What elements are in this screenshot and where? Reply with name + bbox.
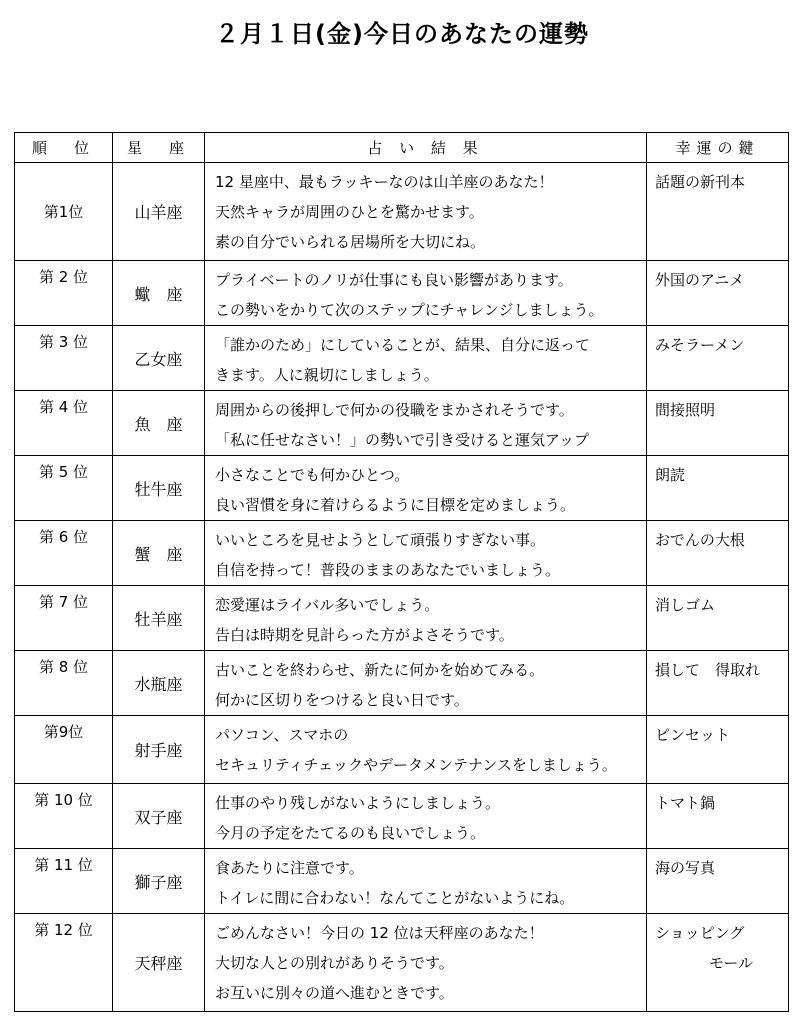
lucky-key-text: 海の写真 bbox=[655, 859, 716, 877]
fortune-line: 今月の予定をたてるのも良いでしょう。 bbox=[215, 824, 486, 842]
horoscope-table bbox=[14, 132, 789, 1012]
fortune-line: この勢いをかりて次のステップにチャレンジしましょう。 bbox=[215, 301, 604, 319]
zodiac-sign-cell: 双子座 bbox=[113, 784, 205, 849]
fortune-result-cell bbox=[205, 163, 647, 261]
fortune-line: 恋愛運はライバル多いでしょう。 bbox=[215, 596, 440, 614]
table-row bbox=[15, 456, 789, 521]
lucky-key-text: トマト鍋 bbox=[655, 794, 716, 812]
lucky-key-cell bbox=[647, 914, 789, 1012]
rank-cell: 第 8 位 bbox=[15, 651, 113, 716]
rank-cell: 第 12 位 bbox=[15, 914, 113, 1012]
fortune-line: 小さなことでも何かひとつ。 bbox=[215, 466, 410, 484]
zodiac-sign-cell: 天秤座 bbox=[113, 914, 205, 1012]
fortune-line: 「私に任せなさい！」の勢いで引き受けると運気アップ bbox=[215, 431, 589, 449]
header-result: 占 い 結 果 bbox=[205, 133, 647, 163]
fortune-result-cell bbox=[205, 651, 647, 716]
lucky-key-text: ピンセット bbox=[655, 726, 731, 744]
lucky-key-cell bbox=[647, 716, 789, 784]
fortune-line: 良い習慣を身に着けらるように目標を定めましょう。 bbox=[215, 496, 576, 514]
fortune-result-cell bbox=[205, 914, 647, 1012]
lucky-key-text: みそラーメン bbox=[655, 336, 745, 354]
zodiac-sign-cell: 山羊座 bbox=[113, 163, 205, 261]
fortune-line: セキュリティチェックやデータメンテナンスをしましょう。 bbox=[215, 756, 617, 774]
fortune-line: 自信を持って！普段のままのあなたでいましょう。 bbox=[215, 561, 561, 579]
table-row bbox=[15, 391, 789, 456]
rank-cell: 第 11 位 bbox=[15, 849, 113, 914]
lucky-key-text: おでんの大根 bbox=[655, 531, 745, 549]
table-row bbox=[15, 784, 789, 849]
fortune-line: 何かに区切りをつけると良い日です。 bbox=[215, 691, 469, 709]
fortune-line: 周囲からの後押しで何かの役職をまかされそうです。 bbox=[215, 401, 574, 419]
fortune-line: トイレに間に合わない！なんてことがないようにね。 bbox=[215, 889, 575, 907]
rank-cell: 第 7 位 bbox=[15, 586, 113, 651]
lucky-key-cell bbox=[647, 521, 789, 586]
lucky-key-text: 朗読 bbox=[655, 466, 686, 484]
fortune-line: きます。人に親切にしましょう。 bbox=[215, 366, 439, 384]
lucky-key-text: 間接照明 bbox=[655, 401, 716, 419]
header-sign: 星 座 bbox=[113, 133, 205, 163]
fortune-result-cell bbox=[205, 326, 647, 391]
rank-cell: 第 4 位 bbox=[15, 391, 113, 456]
zodiac-sign-cell: 蠍 座 bbox=[113, 261, 205, 326]
table-row bbox=[15, 521, 789, 586]
rank-cell: 第 3 位 bbox=[15, 326, 113, 391]
table-row bbox=[15, 914, 789, 1012]
zodiac-sign-cell: 乙女座 bbox=[113, 326, 205, 391]
fortune-line: 「誰かのため」にしていることが、結果、自分に返って bbox=[215, 336, 591, 354]
fortune-result-cell bbox=[205, 261, 647, 326]
lucky-key-text: 話題の新刊本 bbox=[655, 173, 746, 191]
lucky-key-cell bbox=[647, 651, 789, 716]
fortune-result-cell bbox=[205, 391, 647, 456]
fortune-line: お互いに別々の道へ進むときです。 bbox=[215, 984, 454, 1002]
fortune-line: 素の自分でいられる居場所を大切にね。 bbox=[215, 233, 486, 251]
rank-cell: 第 2 位 bbox=[15, 261, 113, 326]
fortune-result-cell bbox=[205, 784, 647, 849]
lucky-key-text: 外国のアニメ bbox=[655, 271, 745, 289]
table-row bbox=[15, 586, 789, 651]
fortune-line: 告白は時期を見計らった方がよさそうです。 bbox=[215, 626, 514, 644]
lucky-key-cell bbox=[647, 456, 789, 521]
lucky-key-cell bbox=[647, 391, 789, 456]
table-row bbox=[15, 163, 789, 261]
lucky-key-text: モール bbox=[709, 954, 754, 972]
lucky-key-cell bbox=[647, 784, 789, 849]
zodiac-sign-cell: 蟹 座 bbox=[113, 521, 205, 586]
fortune-line: 仕事のやり残しがないようにしましょう。 bbox=[215, 794, 501, 812]
lucky-key-cell bbox=[647, 586, 789, 651]
fortune-line: いいところを見せようとして頑張りすぎない事。 bbox=[215, 531, 546, 549]
fortune-line: 古いことを終わらせ、新たに何かを始めてみる。 bbox=[215, 661, 545, 679]
header-lucky-key: 幸運の鍵 bbox=[647, 133, 789, 163]
lucky-key-text: 消しゴム bbox=[655, 596, 716, 614]
lucky-key-text: ショッピング bbox=[655, 924, 745, 942]
zodiac-sign-cell: 射手座 bbox=[113, 716, 205, 784]
table-row bbox=[15, 326, 789, 391]
fortune-result-cell bbox=[205, 456, 647, 521]
fortune-line: プライベートのノリが仕事にも良い影響があります。 bbox=[215, 271, 573, 289]
rank-cell: 第 5 位 bbox=[15, 456, 113, 521]
table-body bbox=[15, 163, 789, 1012]
zodiac-sign-cell: 獅子座 bbox=[113, 849, 205, 914]
rank-cell: 第1位 bbox=[15, 163, 113, 261]
lucky-key-cell bbox=[647, 163, 789, 261]
header-rank: 順 位 bbox=[15, 133, 113, 163]
rank-cell: 第 6 位 bbox=[15, 521, 113, 586]
zodiac-sign-cell: 牡羊座 bbox=[113, 586, 205, 651]
fortune-line: パソコン、スマホの bbox=[215, 726, 349, 744]
zodiac-sign-cell: 魚 座 bbox=[113, 391, 205, 456]
table-row bbox=[15, 651, 789, 716]
table-row bbox=[15, 716, 789, 784]
fortune-result-cell bbox=[205, 849, 647, 914]
fortune-result-cell bbox=[205, 716, 647, 784]
fortune-result-cell bbox=[205, 521, 647, 586]
rank-cell: 第 10 位 bbox=[15, 784, 113, 849]
fortune-line: 天然キャラが周囲のひとを驚かせます。 bbox=[215, 203, 484, 221]
zodiac-sign-cell: 牡牛座 bbox=[113, 456, 205, 521]
zodiac-sign-cell: 水瓶座 bbox=[113, 651, 205, 716]
fortune-result-cell bbox=[205, 586, 647, 651]
page-title: ２月１日(金)今日のあなたの運勢 bbox=[215, 20, 589, 48]
fortune-line: 大切な人との別れがありそうです。 bbox=[215, 954, 454, 972]
lucky-key-cell bbox=[647, 849, 789, 914]
table-header-row bbox=[15, 133, 789, 163]
rank-cell: 第9位 bbox=[15, 716, 113, 784]
table-row bbox=[15, 261, 789, 326]
lucky-key-text: 損して 得取れ bbox=[655, 661, 761, 679]
fortune-line: 食あたりに注意です。 bbox=[215, 859, 364, 877]
fortune-line: 12 星座中、最もラッキーなのは山羊座のあなた！ bbox=[215, 173, 554, 191]
lucky-key-cell bbox=[647, 326, 789, 391]
fortune-line: ごめんなさい！今日の 12 位は天秤座のあなた！ bbox=[215, 924, 544, 942]
table-row bbox=[15, 849, 789, 914]
lucky-key-cell bbox=[647, 261, 789, 326]
